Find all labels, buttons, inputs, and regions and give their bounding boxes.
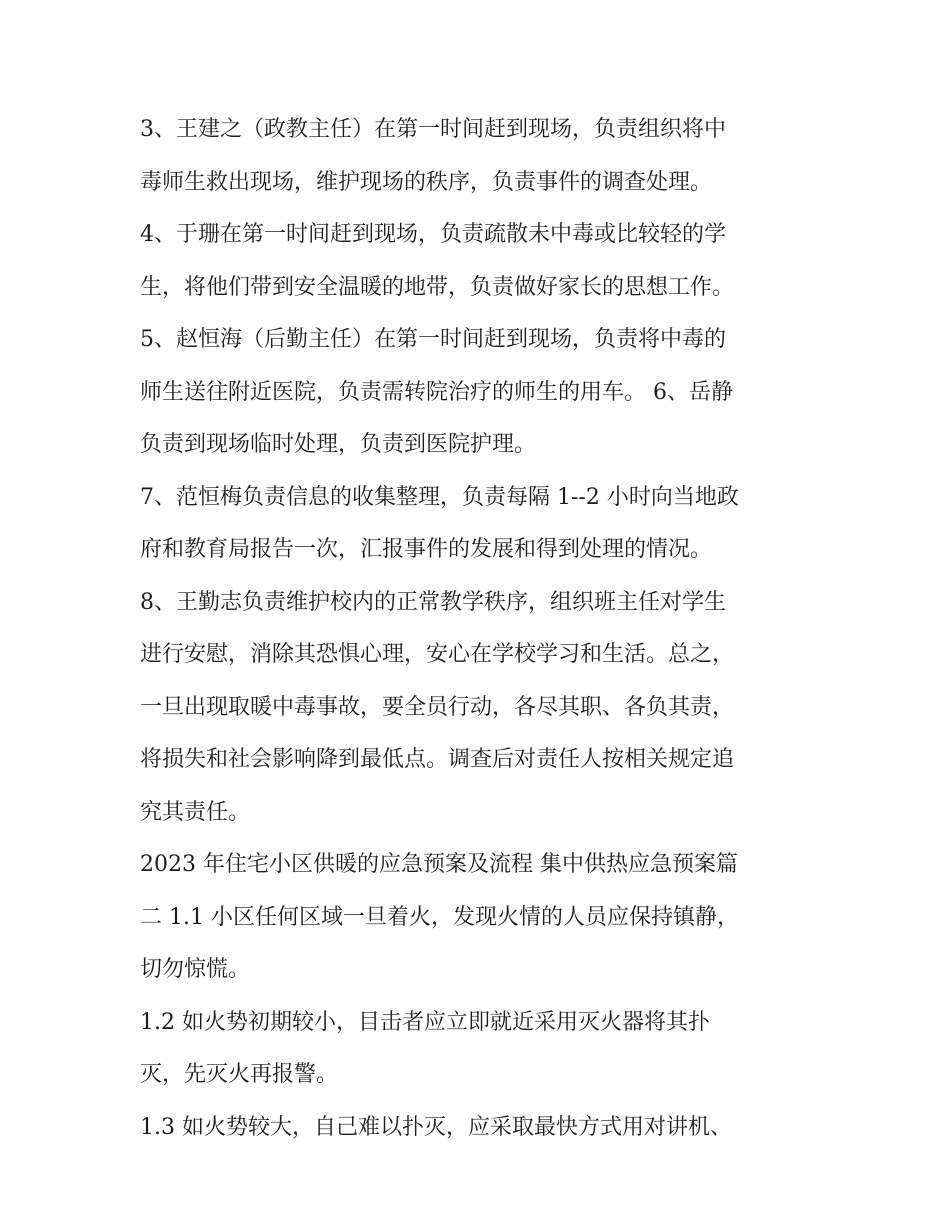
text-line: 灭，先灭火再报警。 <box>140 1062 339 1087</box>
text-line: 毒师生救出现场，维护现场的秩序，负责事件的调查处理。 <box>140 169 713 195</box>
text-line: 师生送往附近医院，负责需转院治疗的师生的用车。 6、岳静 <box>140 379 733 405</box>
text-line: 负责到现场临时处理，负责到医院护理。 <box>140 432 537 457</box>
text-line: 1.2 如火势初期较小，目击者应立即就近采用灭火器将其扑 <box>140 1009 710 1035</box>
text-line: 3、王建之（政教主任）在第一时间赶到现场，负责组织将中 <box>140 117 726 142</box>
text-line: 2023 年住宅小区供暖的应急预案及流程 集中供热应急预案篇 <box>140 852 738 877</box>
text-line: 切勿惊慌。 <box>140 957 251 982</box>
text-line: 8、王勤志负责维护校内的正常教学秩序，组织班主任对学生 <box>140 589 726 615</box>
text-line: 究其责任。 <box>140 799 251 825</box>
text-line: 进行安慰，消除其恐惧心理，安心在学校学习和生活。总之， <box>140 642 735 667</box>
text-line: 1.3 如火势较大，自己难以扑灭，应采取最快方式用对讲机、 <box>140 1114 732 1140</box>
text-line: 一旦出现取暖中毒事故，要全员行动，各尽其职、各负其责， <box>140 694 735 720</box>
text-line: 将损失和社会影响降到最低点。调查后对责任人按相关规定追 <box>140 747 735 772</box>
text-line: 5、赵恒海（后勤主任）在第一时间赶到现场，负责将中毒的 <box>140 327 726 352</box>
document-body <box>140 108 820 1158</box>
text-line: 4、于珊在第一时间赶到现场，负责疏散未中毒或比较轻的学 <box>140 222 726 247</box>
text-line: 7、范恒梅负责信息的收集整理，负责每隔 1--2 小时向当地政 <box>140 484 739 510</box>
text-line: 二 1.1 小区任何区域一旦着火，发现火情的人员应保持镇静， <box>140 904 739 930</box>
text-line: 生，将他们带到安全温暖的地带，负责做好家长的思想工作。 <box>140 274 735 300</box>
text-line: 府和教育局报告一次，汇报事件的发展和得到处理的情况。 <box>140 537 713 562</box>
